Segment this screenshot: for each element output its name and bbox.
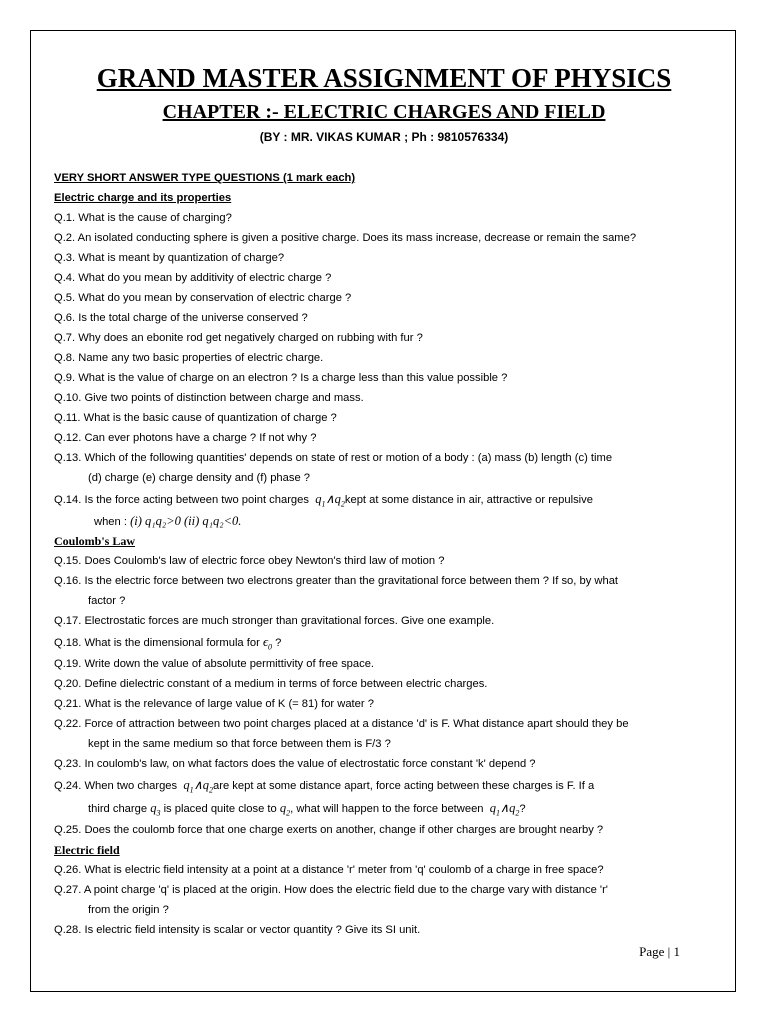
question-12: Q.12. Can ever photons have a charge ? If not why ? bbox=[54, 432, 317, 444]
math-q3: $q_3$ bbox=[150, 801, 161, 818]
question-13-line-2: (d) charge (e) charge density and (f) phase ? bbox=[88, 472, 311, 484]
math-charges-q24: $q_1\wedge q_2$ bbox=[183, 778, 214, 795]
question-27-line-2: from the origin ? bbox=[88, 904, 169, 916]
math-conditions: (i) q₁q₂>0 (ii) q₁q₂<0. bbox=[130, 514, 242, 528]
question-15: Q.15. Does Coulomb's law of electric force obey Newton's third law of motion ? bbox=[54, 555, 445, 567]
page-title: GRAND MASTER ASSIGNMENT OF PHYSICS bbox=[96, 63, 672, 93]
math-q2: $q_2$ bbox=[279, 801, 291, 818]
question-22-line-1: Q.22. Force of attraction between two point charges placed at a distance 'd' is F. What distance apart should they be bbox=[54, 718, 629, 730]
question-9: Q.9. What is the value of charge on an electron ? Is a charge less than this value possible ? bbox=[54, 372, 508, 384]
question-7: Q.7. Why does an ebonite rod get negatively charged on rubbing with fur ? bbox=[54, 332, 423, 344]
question-4: Q.4. What do you mean by additivity of electric charge ? bbox=[54, 272, 332, 284]
question-13-line-1: Q.13. Which of the following quantities' depends on state of rest or motion of a body : (a) mass (b) length (c) time bbox=[54, 452, 613, 464]
question-2: Q.2. An isolated conducting sphere is given a positive charge. Does its mass increase, decrease or remain the same? bbox=[54, 232, 637, 244]
question-14-line-2 bbox=[54, 511, 724, 531]
question-1: Q.1. What is the cause of charging? bbox=[54, 212, 232, 224]
question-25: Q.25. Does the coulomb force that one charge exerts on another, change if other charges are brought nearby ? bbox=[54, 824, 604, 836]
question-8: Q.8. Name any two basic properties of electric charge. bbox=[54, 352, 324, 364]
question-16-line-1: Q.16. Is the electric force between two electrons greater than the gravitational force between them ? If so, by what bbox=[54, 575, 619, 587]
question-28: Q.28. Is electric field intensity is scalar or vector quantity ? Give its SI unit. bbox=[54, 924, 421, 936]
question-3: Q.3. What is meant by quantization of charge? bbox=[54, 252, 285, 264]
section-heading-charge-properties: Electric charge and its properties bbox=[54, 192, 232, 204]
question-16-line-2: factor ? bbox=[88, 595, 126, 607]
question-10: Q.10. Give two points of distinction between charge and mass. bbox=[54, 392, 364, 404]
section-heading-coulombs-law: Coulomb's Law bbox=[54, 534, 136, 548]
section-title: VERY SHORT ANSWER TYPE QUESTIONS (1 mark each) bbox=[54, 172, 356, 184]
question-list bbox=[54, 168, 724, 940]
question-23: Q.23. In coulomb's law, on what factors does the value of electrostatic force constant 'k' depend ? bbox=[54, 758, 536, 770]
question-19: Q.19. Write down the value of absolute permittivity of free space. bbox=[54, 658, 375, 670]
math-epsilon: $\epsilon_0$ bbox=[262, 635, 272, 652]
question-6: Q.6. Is the total charge of the universe conserved ? bbox=[54, 312, 308, 324]
section-heading-electric-field: Electric field bbox=[54, 843, 120, 857]
question-24-line-1: Q.24. When two charges $q_1\wedge q_2are$ kept at some distance apart, force acting between these charges is F. If a bbox=[54, 778, 595, 795]
question-14-text-a: Q.14. Is the force acting between two point charges bbox=[54, 494, 309, 506]
math-charges: $q_1\wedge q_2$ bbox=[315, 492, 345, 509]
question-14-text-b: kept at some distance in air, attractive or repulsive bbox=[344, 494, 593, 506]
question-14-when: when : bbox=[94, 516, 127, 528]
question-20: Q.20. Define dielectric constant of a medium in terms of force between electric charges. bbox=[54, 678, 488, 690]
question-27-line-1: Q.27. A point charge 'q' is placed at the origin. How does the electric field due to the charge vary with distance 'r' bbox=[54, 884, 608, 896]
page-number: Page | 1 bbox=[639, 944, 680, 959]
question-21: Q.21. What is the relevance of large value of K (= 81) for water ? bbox=[54, 698, 374, 710]
question-17: Q.17. Electrostatic forces are much stronger than gravitational forces. Give one example. bbox=[54, 615, 495, 627]
question-22-line-2: kept in the same medium so that force between them is F/3 ? bbox=[88, 738, 391, 750]
question-18: Q.18. What is the dimensional formula for $\epsilon_0$ ? bbox=[54, 635, 282, 652]
author-byline: (BY : MR. VIKAS KUMAR ; Ph : 9810576334) bbox=[259, 130, 509, 144]
question-26: Q.26. What is electric field intensity at a point at a distance 'r' meter from 'q' coulomb of a charge in free space? bbox=[54, 864, 604, 876]
question-5: Q.5. What do you mean by conservation of electric charge ? bbox=[54, 292, 352, 304]
question-14-line-1 bbox=[54, 488, 724, 511]
math-charges-q24b: $q_1\wedge q_2$ bbox=[489, 801, 520, 818]
question-11: Q.11. What is the basic cause of quantization of charge ? bbox=[54, 412, 337, 424]
question-24-line-2: third charge $q_3$ is placed quite close to $q_2$, what will happen to the force between $q_1\wedge q_2$? bbox=[88, 801, 526, 818]
chapter-heading: CHAPTER :- ELECTRIC CHARGES AND FIELD bbox=[162, 101, 606, 123]
